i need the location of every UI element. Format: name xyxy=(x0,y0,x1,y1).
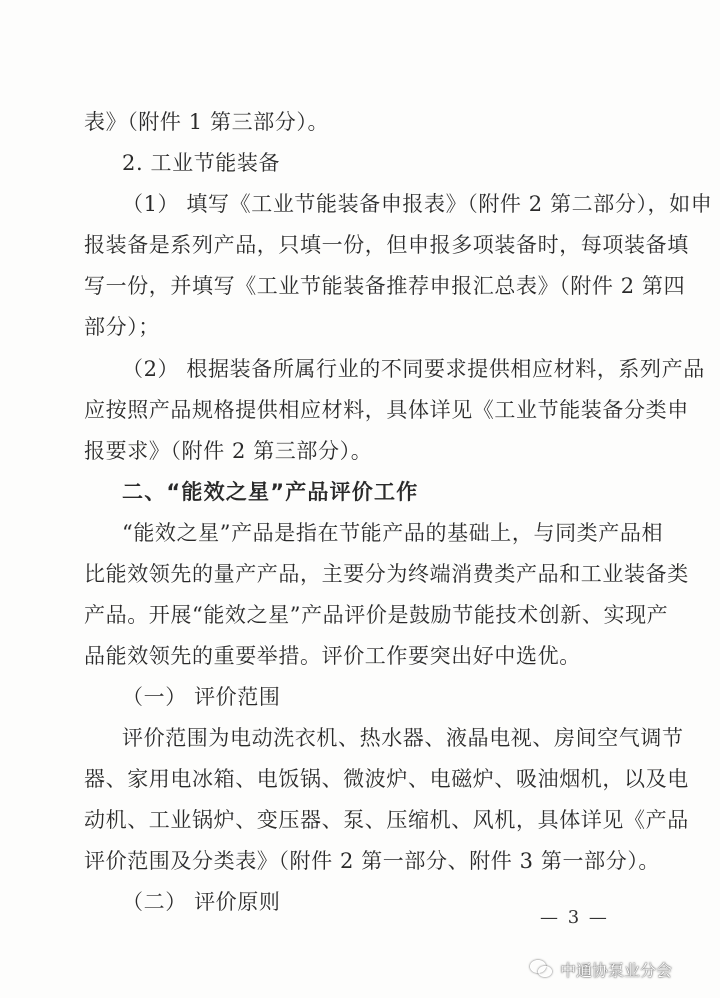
subsection-heading: （二） 评价原则 xyxy=(122,890,281,914)
subsection-heading: 2. 工业节能装备 xyxy=(122,151,281,175)
paragraph-line: 表》（附件 1 第三部分）。 xyxy=(84,110,330,134)
paragraph-line: 报要求》（附件 2 第三部分）。 xyxy=(84,439,373,463)
paragraph-line: 应按照产品规格提供相应材料，具体详见《工业节能装备分类申 xyxy=(84,398,689,422)
paragraph-line: （2） 根据装备所属行业的不同要求提供相应材料，系列产品 xyxy=(122,357,705,381)
watermark-text: 中通协泵业分会 xyxy=(560,960,673,980)
page-number: — 3 — xyxy=(540,907,609,928)
watermark xyxy=(530,956,672,982)
paragraph-line: 产品。开展“能效之星”产品评价是鼓励节能技术创新、实现产 xyxy=(84,603,669,627)
paragraph-line: 评价范围及分类表》（附件 2 第一部分、附件 3 第一部分）。 xyxy=(84,849,661,873)
paragraph-line: 动机、工业锅炉、变压器、泵、压缩机、风机，具体详见《产品 xyxy=(84,808,689,832)
subsection-heading: （一） 评价范围 xyxy=(122,685,281,709)
paragraph-line: 部分）； xyxy=(84,315,160,339)
paragraph-line: 品能效领先的重要举措。评价工作要突出好中选优。 xyxy=(84,644,581,668)
paragraph-line: （1） 填写《工业节能装备申报表》（附件 2 第二部分），如申 xyxy=(122,192,713,216)
paragraph-line: 报装备是系列产品，只填一份，但申报多项装备时，每项装备填 xyxy=(84,233,689,257)
paragraph-line: 写一份，并填写《工业节能装备推荐申报汇总表》（附件 2 第四 xyxy=(84,274,686,298)
paragraph-line: 评价范围为电动洗衣机、热水器、液晶电视、房间空气调节 xyxy=(122,726,684,750)
section-heading: 二、“能效之星”产品评价工作 xyxy=(122,480,419,504)
paragraph-line: 器、家用电冰箱、电饭锅、微波炉、电磁炉、吸油烟机，以及电 xyxy=(84,767,689,791)
paragraph-line: “能效之星”产品是指在节能产品的基础上，与同类产品相 xyxy=(122,521,664,545)
wechat-icon xyxy=(530,960,552,978)
paragraph-line: 比能效领先的量产产品，主要分为终端消费类产品和工业装备类 xyxy=(84,562,689,586)
